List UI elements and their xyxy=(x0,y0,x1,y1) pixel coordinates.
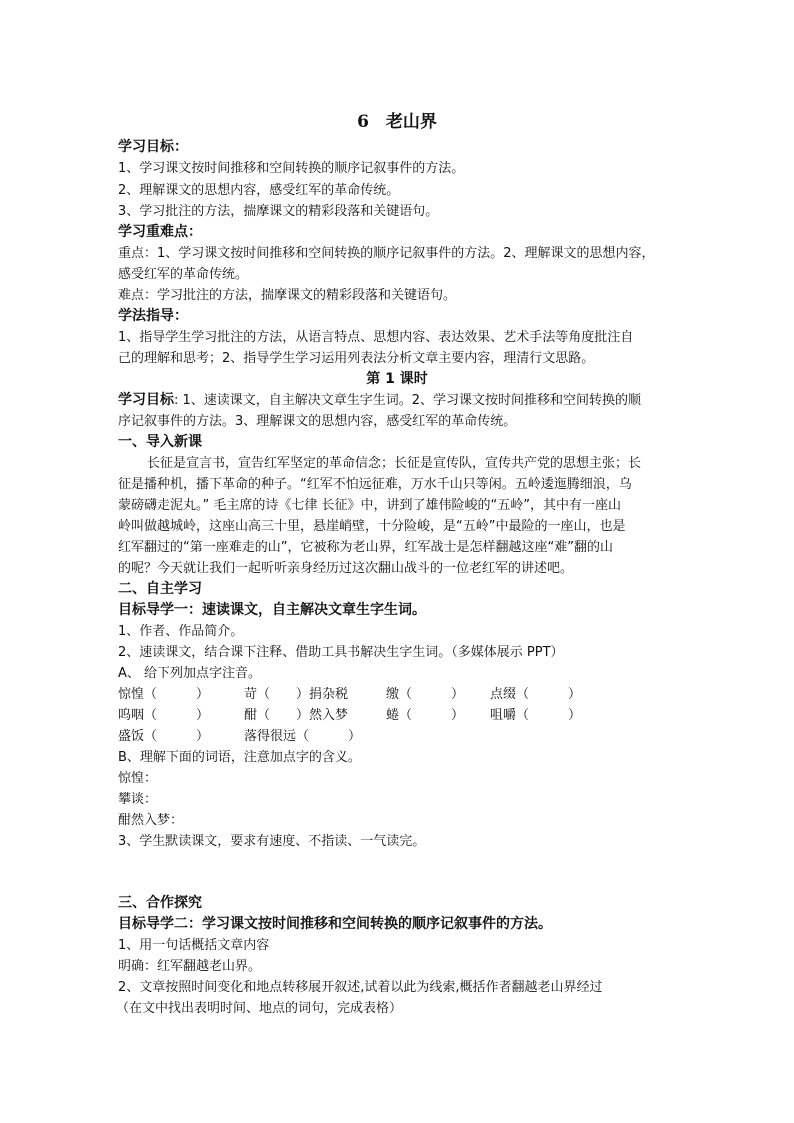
self-study-item: 1、作者、作品简介。 xyxy=(118,624,244,639)
lesson-heading: 第 1 课时 xyxy=(366,371,428,387)
key-points-heading: 学习重难点： xyxy=(118,224,202,240)
objective-item: 3、学习批注的方法，揣摩课文的精彩段落和关键语句。 xyxy=(118,204,439,219)
pinyin-item: 惊惶（ ） xyxy=(118,687,210,702)
pinyin-row xyxy=(118,726,678,747)
lesson-goal-label: 学习目标 xyxy=(118,392,174,408)
cooperation-note: （在文中找出表明时间、地点的词句，完成表格） xyxy=(116,1001,403,1016)
pinyin-item: 咀嚼（ ） xyxy=(490,708,582,723)
cooperation-answer: 明确：红军翻越老山界。 xyxy=(118,959,262,974)
lesson-goal-text: : 1、速读课文，自主解决文章生字生词。2、学习课文按时间推移和空间转换的顺 xyxy=(174,393,642,408)
key-points-line: 重点：1、学习课文按时间推移和空间转换的顺序记叙事件的方法。2、理解课文的思想内容， xyxy=(118,246,655,261)
self-study-heading: 二、自主学习 xyxy=(118,581,202,597)
guidance-line: 己的理解和思考；2、指导学生学习运用列表法分析文章主要内容，理清行文思路。 xyxy=(118,351,595,366)
page-title: 6 老山界 xyxy=(357,112,437,132)
intro-paragraph-line: 的呢？今天就让我们一起听听亲身经历过这次翻山战斗的一位老红军的讲述吧。 xyxy=(118,561,574,576)
guidance-line: 1、指导学生学习批注的方法，从语言特点、思想内容、表达效果、艺术手法等角度批注自 xyxy=(118,330,634,345)
part-a-instruction: A、 给下列加点字注音。 xyxy=(118,666,262,681)
intro-paragraph-line: 蒙磅礴走泥丸。” 毛主席的诗《七律 长征》中，讲到了雄伟险峻的“五岭”，其中有一座山 xyxy=(118,498,621,513)
pinyin-item: 酣（ ）然入梦 xyxy=(244,708,349,723)
vocab-word: 酣然入梦： xyxy=(118,813,184,828)
objective-item: 2、理解课文的思想内容，感受红军的革命传统。 xyxy=(118,183,400,198)
self-study-item: 2、速读课文，结合课下注释、借助工具书解决生字生词。（多媒体展示 PPT） xyxy=(118,645,564,660)
pinyin-item: 缴（ ） xyxy=(386,687,465,702)
pinyin-row xyxy=(118,705,678,726)
vocab-word: 攀谈： xyxy=(118,792,158,807)
pinyin-item: 盛饭（ ） xyxy=(118,729,210,744)
difficulty-line: 难点：学习批注的方法，揣摩课文的精彩段落和关键语句。 xyxy=(118,288,457,303)
part-b-instruction: B、理解下面的词语，注意加点字的含义。 xyxy=(118,750,361,765)
intro-paragraph-line: 红军翻过的“第一座难走的山”，它被称为老山界，红军战士是怎样翻越这座“难”翻的山 xyxy=(118,540,613,555)
key-points-line: 感受红军的革命传统。 xyxy=(118,267,249,282)
cooperation-item: 1、用一句话概括文章内容 xyxy=(118,938,270,953)
lesson-goal-line xyxy=(118,390,641,411)
pinyin-item: 点缀（ ） xyxy=(490,687,582,702)
objectives-heading: 学习目标： xyxy=(118,139,188,155)
objective-item: 1、学习课文按时间推移和空间转换的顺序记叙事件的方法。 xyxy=(118,161,465,176)
intro-paragraph-line: 征是播种机，播下革命的种子。“红军不怕远征难，万水千山只等闲。五岭逶迤腾细浪，乌 xyxy=(118,477,632,492)
pinyin-row xyxy=(118,684,678,705)
self-study-item: 3、学生默读课文，要求有速度、不指读、一气读完。 xyxy=(118,834,426,849)
vocab-word: 惊惶： xyxy=(118,771,158,786)
cooperation-goal: 目标导学二：学习课文按时间推移和空间转换的顺序记叙事件的方法。 xyxy=(118,916,552,932)
intro-paragraph-line: 长征是宣言书，宣告红军坚定的革命信念；长征是宣传队，宣传共产党的思想主张；长 xyxy=(147,456,642,471)
lesson-goal-line: 序记叙事件的方法。3、理解课文的思想内容，感受红军的革命传统。 xyxy=(118,414,517,429)
intro-heading: 一、导入新课 xyxy=(118,434,202,450)
cooperation-item: 2、文章按照时间变化和地点转移展开叙述,试着以此为线索,概括作者翻越老山界经过 xyxy=(118,980,603,995)
pinyin-item: 苛（ ）捐杂税 xyxy=(244,687,349,702)
pinyin-item: 落得很远（ ） xyxy=(244,729,362,744)
pinyin-item: 蜷（ ） xyxy=(386,708,465,723)
cooperation-heading: 三、合作探究 xyxy=(118,895,202,911)
intro-paragraph-line: 岭叫做越城岭，这座山高三十里，悬崖峭壁，十分险峻，是“五岭”中最险的一座山，也是 xyxy=(118,519,626,534)
self-study-goal: 目标导学一：速读课文，自主解决文章生字生词。 xyxy=(118,602,426,618)
pinyin-item: 呜咽（ ） xyxy=(118,708,210,723)
guidance-heading: 学法指导： xyxy=(118,308,188,324)
